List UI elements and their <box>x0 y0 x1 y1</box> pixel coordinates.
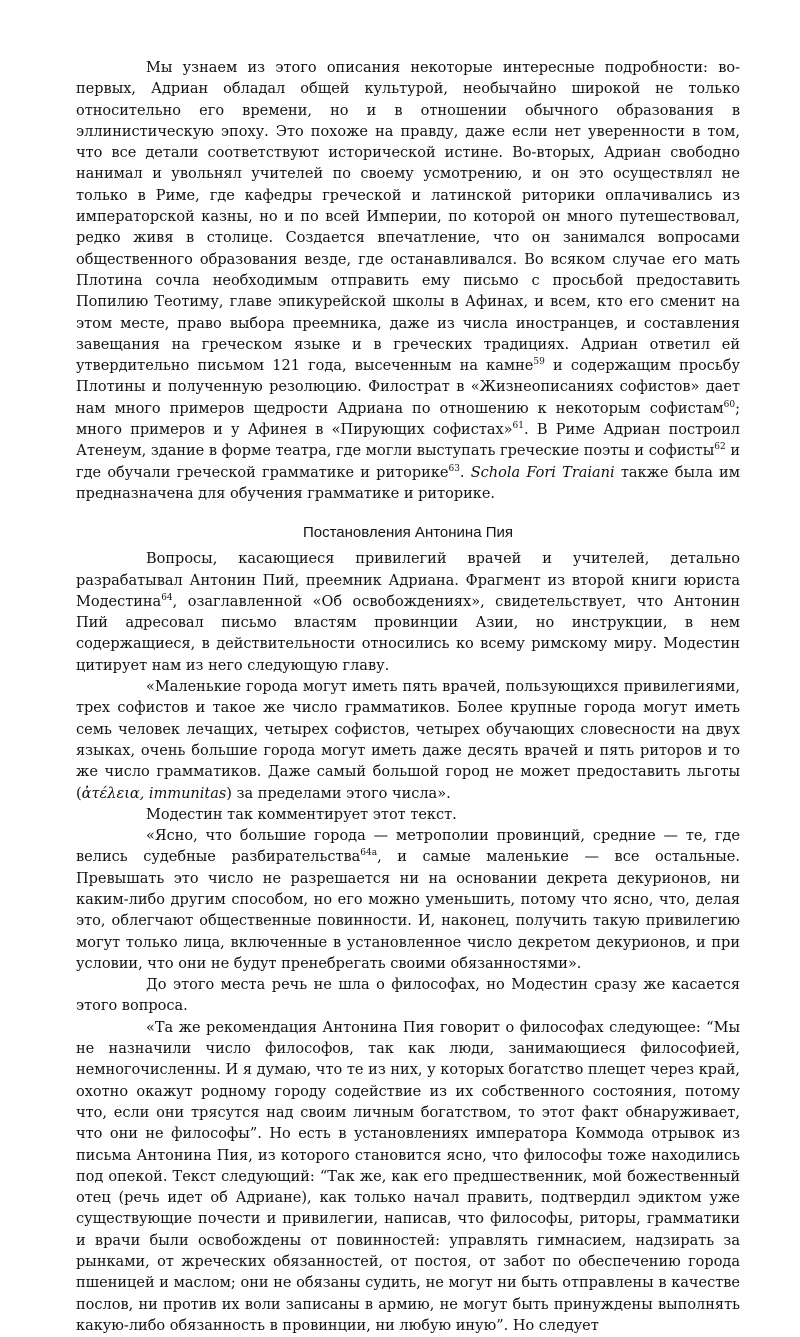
text: , озаглавленной «Об освобождениях», свидетельствует, что Антонин Пий адресовал письмо властям провинции Азии, но инструкции, в нем содержащиеся, в действительности относились ко всему римскому миру. Модестин цитирует нам из него следующую главу. <box>76 593 740 674</box>
footnote-ref[interactable]: 62 <box>714 442 726 453</box>
text: , и самые маленькие — все остальные. Превышать это число не разрешается ни на основании декрета декурионов, ни каким-либо другим способом, но его можно уменьшить, потому что ясно, что, делая это, облегчают общественные повинности. И, наконец, получить такую привилегию могут только лица, включенные в установленное число декретом декурионов, и при условии, что они не будут пренебрегать своими обязанностями». <box>76 849 740 972</box>
text: «Маленькие города могут иметь пять врачей, пользующихся привилегиями, трех софистов и такое же число грамматиков. Более крупные города могут иметь семь человек лечащих, четырех софистов, четырех обучающих словесности на двух языках, очень большие города могут иметь даже десять врачей и пять риторов и то же число грамматиков. Даже самый большой город не может предоставить льготы ( <box>76 679 740 802</box>
text: «Ясно, что большие города — метрополии провинций, средние — те, где велись судебные разбирательства <box>76 828 740 866</box>
document-page <box>76 58 740 1337</box>
text: и содержащим просьбу Плотины и полученную резолюцию. Филострат в «Жизнеописаниях софистов» дает нам много примеров щедрости Адриана по отношению к некоторым софистам <box>76 358 740 417</box>
paragraph-hadrian <box>76 58 740 505</box>
paragraph-antoninus <box>76 549 740 677</box>
paragraph-modestin-comment: Модестин так комментирует этот текст. <box>146 806 457 823</box>
italic-term: Schola Fori Traiani <box>470 464 615 481</box>
italic-term: ἀτέλεια, immunitas <box>81 785 227 802</box>
paragraph-philosophers-intro: До этого места речь не шла о философах, но Модестин сразу же касается этого вопроса. <box>76 977 740 1015</box>
text: Вопросы, касающиеся привилегий врачей и учителей, детально разрабатывал Антонин Пий, преемник Адриана. Фрагмент из второй книги юриста Модестина <box>76 551 740 610</box>
footnote-ref[interactable]: 64a <box>360 848 378 859</box>
paragraph-quote-philosophers: «Та же рекомендация Антонина Пия говорит о философах следующее: “Мы не назначили число философов, так как люди, занимающиеся философией, немногочисленны. И я думаю, что те из них, у которых богатство плещет через край, охотно окажут родному городу содействие из их собственного состояния, потому что, если они трясутся над своим личным богатством, то этот факт обнаруживает, что они не философы”. Но есть в установлениях императора Коммода отрывок из письма Антонина Пия, из которого становится ясно, что философы тоже находились под опекой. Текст следующий: “Так же, как его предшественник, мой божественный отец (речь идет об Адриане), как только начал править, подтвердил эдиктом уже существующие почести и привилегии, написав, что философы, риторы, грамматики и врачи были освобождены от повинностей: управлять гимнасием, надзирать за рынками, от жреческих обязанностей, от постоя, от забот по обеспечению города пшеницей и маслом; они не обязаны судить, не могут ни быть отправлены в качестве послов, ни против их воли записаны в армию, не могут быть принуждены выполнять какую-либо обязанность в провинции, ни любую иную”. Но следует <box>76 1019 740 1334</box>
text: также была им предназначена для обучения грамматике и риторике. <box>76 464 741 502</box>
section-heading: Постановления Антонина Пия <box>302 524 514 542</box>
paragraph-quote-cities <box>76 677 740 805</box>
paragraph-quote-cities-2 <box>76 826 740 975</box>
footnote-ref[interactable]: 64 <box>161 592 173 603</box>
text: . <box>459 464 471 481</box>
text: Мы узнаем из этого описания некоторые интересные подробности: во-первых, Адриан обладал общей культурой, необычайно широкой не только относительно его времени, но и в отношении обычного образования в эллинистическую эпоху. Это похоже на правду, даже если нет уверенности в том, что все детали соответствуют исторической истине. Во-вторых, Адриан свободно нанимал и увольнял учителей по своему усмотрению, и он это осуществлял не только в Риме, где кафедры греческой и латинской риторики оплачивались из императорской казны, но и по всей Империи, по которой он много путешествовал, редко живя в столице. Создается впечатление, что он занимался вопросами общественного образования везде, где останавливался. Во всяком случае его мать Плотина сочла необходимым отправить ему письмо с просьбой предоставить Попилию Теотиму, главе эпикурейской школы в Афинах, и всем, кто его сменит на этом месте, право выбора преемника, даже из числа иностранцев, и составления завещания на греческом языке и в греческих традициях. Адриан ответил ей утвердительно письмом 121 года, высеченным на камне <box>76 60 740 375</box>
text: ; много примеров и у Афинея в «Пирующих софистах» <box>76 400 740 439</box>
footnote-ref[interactable]: 60 <box>723 399 736 410</box>
text: . В Риме Адриан построил Атенеум, здание в форме театра, где могли выступать греческие поэты и софисты <box>76 422 740 460</box>
footnote-ref[interactable]: 61 <box>512 421 524 432</box>
text: и где обучали греческой грамматике и риторике <box>76 443 740 481</box>
text: ) за пределами этого числа». <box>226 785 451 802</box>
footnote-ref[interactable]: 63 <box>448 463 460 474</box>
footnote-ref[interactable]: 59 <box>533 357 545 368</box>
